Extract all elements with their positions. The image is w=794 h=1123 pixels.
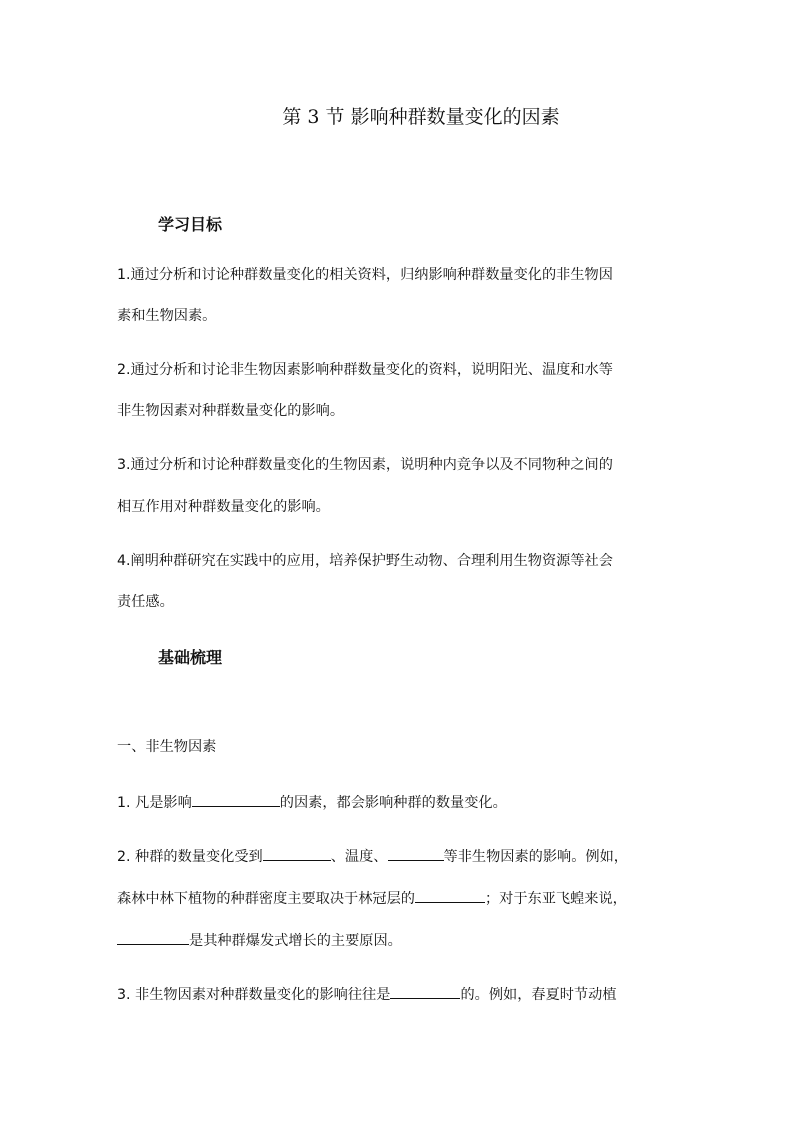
question-3 [117, 983, 617, 1005]
page-title: 第 3 节 影响种群数量变化的因素 [282, 106, 560, 128]
objective-line-3: 2.通过分析和讨论非生物因素影响种群数量变化的资料，说明阳光、温度和水等 [117, 362, 613, 378]
question-2-line-1 [117, 845, 628, 867]
question-2-line-3 [117, 929, 402, 951]
objective-line-4: 非生物因素对种群数量变化的影响。 [117, 403, 345, 419]
question-2-text-c: 等非生物因素的影响。例如， [443, 849, 628, 865]
question-3-text-a: 3. 非生物因素对种群数量变化的影响往往是 [117, 987, 391, 1003]
question-3-text-b: 的。例如，春夏时节动植 [460, 987, 617, 1003]
objective-line-8: 责任感。 [117, 594, 174, 610]
question-2-text-d: 森林中林下植物的种群密度主要取决于林冠层的 [117, 891, 415, 907]
question-1-text-a: 1. 凡是影响 [117, 795, 192, 811]
fill-blank[interactable] [117, 929, 189, 945]
question-1-text-b: 的因素，都会影响种群的数量变化。 [279, 795, 507, 811]
fill-blank[interactable] [390, 983, 460, 999]
fill-blank[interactable] [415, 887, 485, 903]
question-2-text-a: 2. 种群的数量变化受到 [117, 849, 263, 865]
question-2-text-b: 、温度、 [330, 849, 388, 865]
fill-blank[interactable] [192, 791, 280, 807]
objective-line-7: 4.阐明种群研究在实践中的应用，培养保护野生动物、合理利用生物资源等社会 [117, 553, 613, 569]
objective-line-1: 1.通过分析和讨论种群数量变化的相关资料，归纳影响种群数量变化的非生物因 [117, 267, 613, 283]
objective-line-5: 3.通过分析和讨论种群数量变化的生物因素，说明种内竞争以及不同物种之间的 [117, 457, 613, 473]
question-2-text-f: 是其种群爆发式增长的主要原因。 [189, 933, 402, 949]
fill-blank[interactable] [388, 845, 444, 861]
objective-line-2: 素和生物因素。 [117, 308, 217, 324]
objective-line-6: 相互作用对种群数量变化的影响。 [117, 499, 330, 515]
part1-heading: 一、非生物因素 [117, 739, 217, 755]
basics-heading: 基础梳理 [158, 648, 223, 667]
fill-blank[interactable] [263, 845, 331, 861]
question-2-text-e: ；对于东亚飞蝗来说， [484, 891, 627, 907]
question-2-line-2 [117, 887, 627, 909]
question-1 [117, 791, 507, 813]
objectives-heading: 学习目标 [158, 215, 223, 234]
